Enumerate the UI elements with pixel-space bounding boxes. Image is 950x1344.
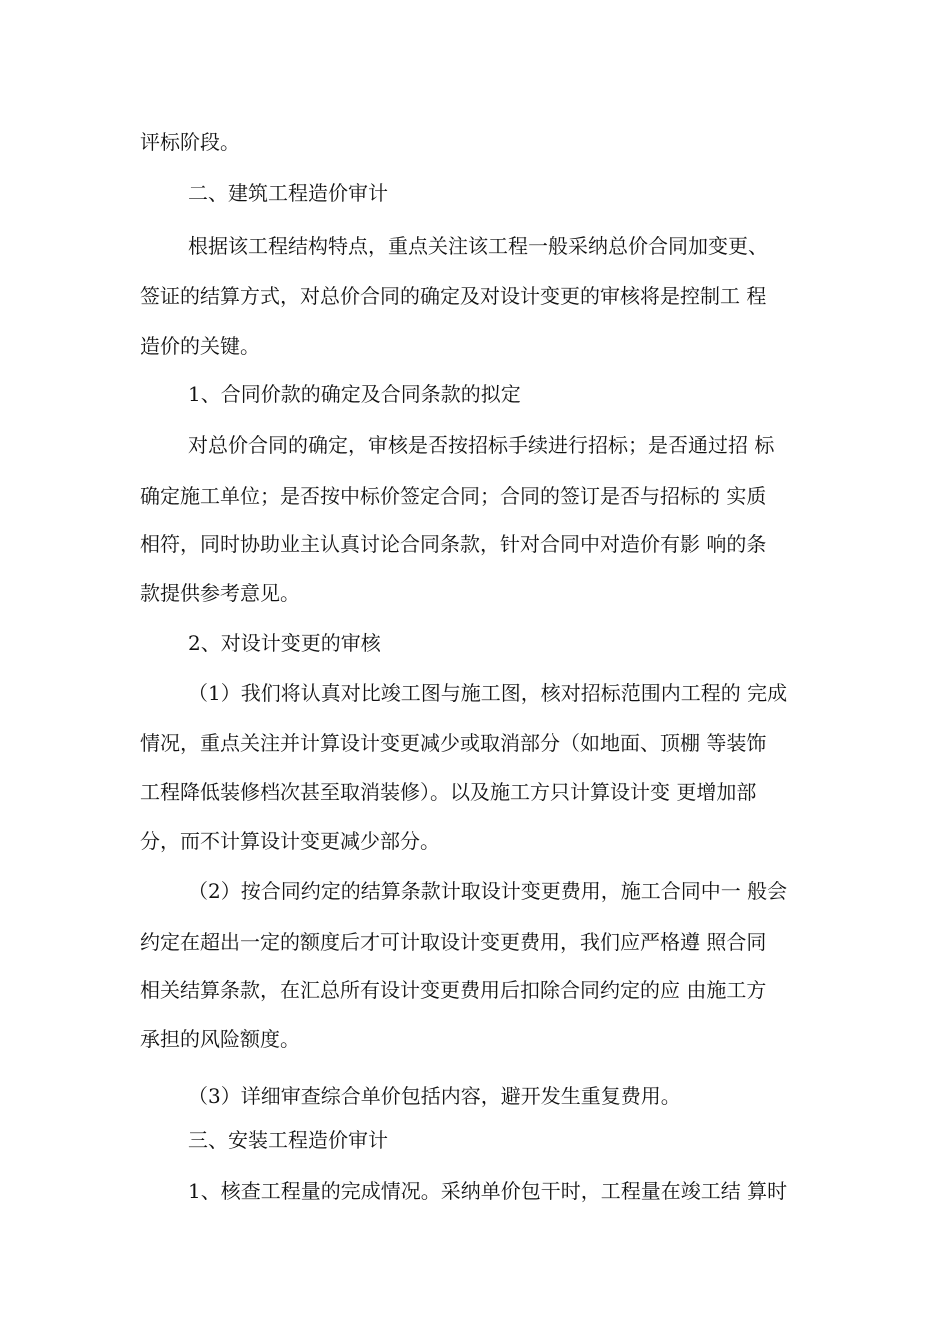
text-line: （1）我们将认真对比竣工图与施工图，核对招标范围内工程的 完成	[188, 681, 788, 705]
text-line: 工程降低装修档次甚至取消装修）。以及施工方只计算设计变 更增加部	[140, 780, 757, 804]
text-line: 对总价合同的确定，审核是否按招标手续进行招标；是否通过招 标	[188, 433, 775, 457]
text-line: 确定施工单位；是否按中标价签定合同；合同的签订是否与招标的 实质	[140, 484, 767, 508]
text-line: 相符，同时协助业主认真讨论合同条款，针对合同中对造价有影 响的条	[140, 532, 767, 556]
subsection-heading: 1、合同价款的确定及合同条款的拟定	[188, 382, 521, 406]
text-line: 签证的结算方式，对总价合同的确定及对设计变更的审核将是控制工 程	[140, 284, 767, 308]
text-line: 1、核查工程量的完成情况。采纳单价包干时，工程量在竣工结 算时	[188, 1179, 788, 1203]
text-line: 根据该工程结构特点，重点关注该工程一般采纳总价合同加变更、	[188, 234, 768, 258]
section-heading: 二、建筑工程造价审计	[188, 181, 388, 205]
text-line: （3）详细审查综合单价包括内容，避开发生重复费用。	[188, 1084, 681, 1108]
text-line: 款提供参考意见。	[140, 581, 300, 605]
text-line: 评标阶段。	[140, 130, 240, 154]
section-heading: 三、安装工程造价审计	[188, 1128, 388, 1152]
subsection-heading: 2、对设计变更的审核	[188, 631, 381, 655]
text-line: 情况，重点关注并计算设计变更减少或取消部分（如地面、顶棚 等装饰	[140, 731, 767, 755]
text-line: 分，而不计算设计变更减少部分。	[140, 829, 440, 853]
text-line: 相关结算条款，在汇总所有设计变更费用后扣除合同约定的应 由施工方	[140, 978, 767, 1002]
text-line: 约定在超出一定的额度后才可计取设计变更费用，我们应严格遵 照合同	[140, 930, 767, 954]
text-line: 造价的关键。	[140, 334, 260, 358]
text-line: 承担的风险额度。	[140, 1027, 300, 1051]
text-line: （2）按合同约定的结算条款计取设计变更费用，施工合同中一 般会	[188, 879, 788, 903]
